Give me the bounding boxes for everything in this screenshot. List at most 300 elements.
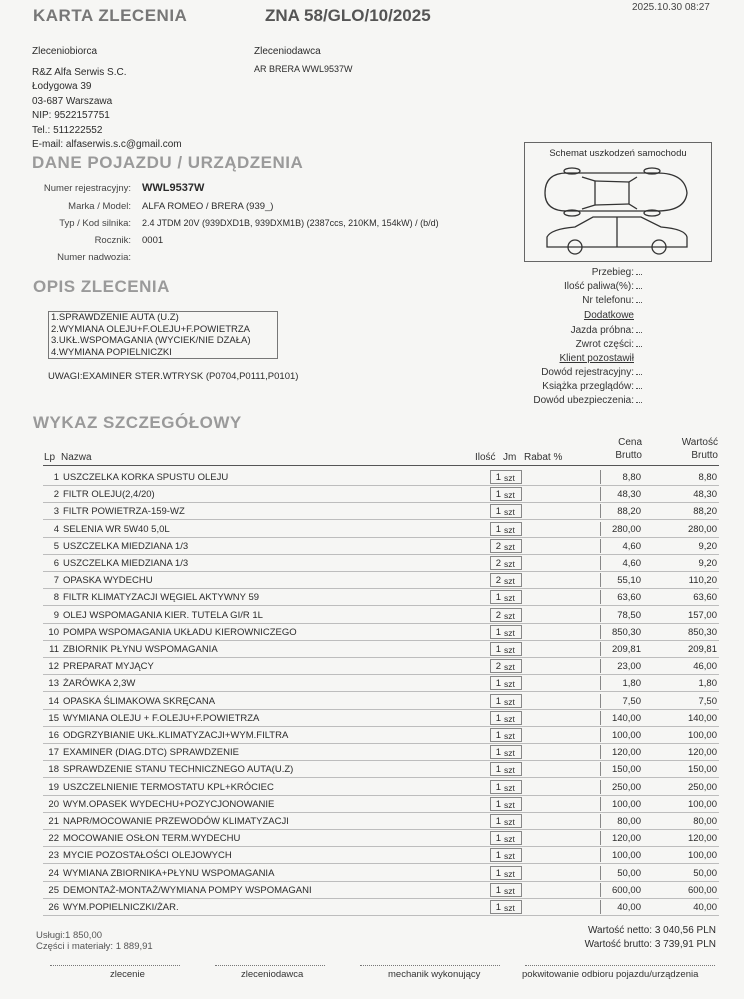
vehicle-value: ALFA ROMEO / BRERA (939_): [142, 201, 274, 212]
price-cell-border: [600, 659, 603, 673]
row-lp: 1: [53, 472, 59, 483]
client-label: Zleceniobiorca: [32, 46, 98, 57]
table-row: [43, 624, 719, 641]
row-name: WYM.OPASEK WYDECHU+POZYCJONOWANIE: [63, 798, 275, 810]
car-diagram-icon: [537, 163, 697, 257]
row-total: 46,00: [693, 661, 717, 673]
row-price: 100,00: [611, 798, 641, 810]
row-name: ŻARÓWKA 2,3W: [63, 678, 136, 690]
discount-cell: [490, 625, 522, 639]
col-price-line2: Brutto: [615, 450, 642, 461]
price-cell-border: [600, 728, 603, 742]
table-row: [43, 813, 719, 830]
row-lp: 11: [49, 644, 59, 655]
description-notes: UWAGI:EXAMINER STER.WTRYSK (P0704,P0111,P0101): [48, 371, 299, 382]
row-unit: szt: [504, 541, 515, 552]
row-lp: 15: [48, 712, 59, 724]
row-name: WYMIANA ZBIORNIKA+PŁYNU WSPOMAGANIA: [63, 867, 275, 879]
table-row: [43, 693, 719, 710]
row-unit: szt: [504, 834, 515, 845]
discount-cell: [490, 470, 522, 484]
row-name: POMPA WSPOMAGANIA UKŁADU KIEROWNICZEGO: [63, 626, 297, 638]
price-cell-border: [600, 780, 603, 794]
row-lp: 20: [48, 798, 59, 810]
row-total: 100,00: [687, 798, 717, 810]
row-price: 150,00: [611, 764, 641, 776]
price-cell-border: [600, 573, 603, 587]
row-total: 100,00: [687, 850, 717, 862]
row-name: OLEJ WSPOMAGANIA KIER. TUTELA GI/R 1L: [63, 609, 263, 621]
row-unit: szt: [504, 885, 515, 896]
client-nip: NIP: 9522157751: [32, 110, 110, 121]
discount-cell: [490, 642, 522, 656]
table-row: [43, 744, 719, 761]
vehicle-row-engine: [20, 218, 540, 233]
row-lp: 3: [53, 506, 59, 518]
table-row: [43, 641, 719, 658]
table-row: [43, 469, 719, 486]
table-row: [43, 847, 719, 864]
row-lp: 13: [48, 678, 59, 690]
damage-scheme-box: [524, 142, 712, 262]
field-mileage: Przebieg:: [592, 267, 642, 278]
parts-total: Części i materiały: 1 889,91: [36, 941, 153, 952]
row-unit: szt: [504, 731, 515, 741]
row-unit: szt: [504, 868, 515, 879]
col-price-line1: Cena: [618, 437, 642, 448]
row-price: 4,60: [622, 558, 641, 569]
row-qty: 1: [495, 867, 501, 879]
row-price: 100,00: [611, 850, 641, 862]
table-row: [43, 710, 719, 727]
row-unit: szt: [504, 610, 515, 621]
row-total: 63,60: [693, 592, 717, 604]
vehicle-row-registration: [20, 183, 540, 198]
row-lp: 23: [48, 850, 59, 862]
row-price: 80,00: [617, 816, 641, 827]
row-qty: 1: [495, 747, 501, 759]
row-total: 110,20: [688, 575, 717, 587]
row-qty: 2: [495, 558, 501, 569]
row-qty: 1: [495, 781, 501, 793]
row-price: 850,30: [611, 626, 641, 638]
row-total: 9,20: [698, 540, 717, 552]
row-total: 600,00: [687, 884, 717, 896]
col-discount: Rabat %: [524, 452, 563, 463]
row-name: FILTR POWIETRZA-159-WZ: [63, 506, 185, 518]
row-price: 120,00: [611, 747, 641, 759]
row-unit: szt: [504, 782, 515, 793]
row-price: 4,60: [622, 540, 641, 552]
row-total: 1,80: [698, 678, 717, 690]
row-lp: 18: [48, 764, 59, 776]
row-total: 80,00: [693, 816, 717, 827]
price-cell-border: [600, 539, 603, 553]
discount-cell: [490, 814, 522, 828]
row-name: USZCZELKA KORKA SPUSTU OLEJU: [63, 472, 229, 483]
row-lp: 25: [48, 884, 59, 896]
row-price: 280,00: [611, 523, 641, 535]
price-cell-border: [600, 608, 603, 622]
row-total: 120,00: [687, 747, 717, 759]
field-test-drive: Jazda próbna:: [571, 325, 642, 336]
field-registration-doc: Dowód rejestracyjny:: [541, 367, 642, 378]
price-cell-border: [600, 866, 603, 880]
row-total: 7,50: [698, 695, 717, 707]
table-row: [43, 796, 719, 813]
row-qty: 1: [495, 850, 501, 862]
row-name: SPRAWDZENIE STANU TECHNICZNEGO AUTA(U.Z): [63, 764, 294, 776]
signature-order: zlecenie: [110, 969, 145, 980]
table-row: [43, 899, 719, 916]
row-qty: 1: [495, 489, 501, 501]
row-name: OPASKA ŚLIMAKOWA SKRĘCANA: [63, 695, 216, 707]
discount-cell: [490, 522, 522, 536]
discount-cell: [490, 780, 522, 794]
discount-cell: [490, 728, 522, 742]
row-qty: 1: [495, 472, 501, 483]
signature-pickup: pokwitowanie odbioru pojazdu/urządzenia: [522, 969, 699, 980]
row-lp: 7: [53, 575, 59, 587]
table-row: [43, 865, 719, 882]
description-line: 3.UKŁ.WSPOMAGANIA (WYCIEK/NIE DZAŁA): [51, 335, 251, 346]
row-total: 157,00: [687, 609, 717, 621]
discount-cell: [490, 556, 522, 570]
row-total: 88,20: [693, 506, 717, 518]
row-lp: 17: [48, 747, 59, 759]
row-price: 88,20: [617, 506, 641, 518]
document-title: KARTA ZLECENIA: [33, 6, 188, 25]
row-total: 8,80: [698, 472, 717, 483]
discount-cell: [490, 676, 522, 690]
row-qty: 2: [495, 575, 501, 587]
row-qty: 1: [495, 644, 501, 655]
row-total: 280,00: [687, 523, 717, 535]
row-name: DEMONTAŻ-MONTAŻ/WYMIANA POMPY WSPOMAGANI: [63, 884, 312, 896]
row-qty: 1: [495, 798, 501, 810]
row-unit: szt: [504, 662, 515, 673]
row-qty: 1: [495, 833, 501, 845]
row-name: EXAMINER (DIAG.DTC) SPRAWDZENIE: [63, 747, 239, 759]
vehicle-label: Marka / Model:: [68, 201, 131, 212]
row-name: PREPARAT MYJĄCY: [63, 661, 154, 673]
row-price: 40,00: [617, 902, 641, 913]
row-total: 40,00: [693, 902, 717, 913]
row-name: FILTR KLIMATYZACJI WĘGIEL AKTYWNY 59: [63, 592, 260, 604]
net-total: Wartość netto: 3 040,56 PLN: [587, 925, 716, 936]
discount-cell: [490, 711, 522, 725]
vehicle-row-model: [20, 201, 540, 216]
vehicle-label: Numer rejestracyjny:: [43, 183, 131, 194]
table-row: [43, 830, 719, 847]
discount-cell: [490, 694, 522, 708]
vehicle-value: 2.4 JTDM 20V (939DXD1B, 939DXM1B) (2387ccs, 210KM, 154kW) / (b/d): [142, 218, 439, 228]
damage-scheme-label: Schemat uszkodzeń samochodu: [549, 148, 687, 159]
vehicle-value: 0001: [142, 235, 164, 246]
order-number: ZNA 58/GLO/10/2025: [265, 6, 431, 25]
row-total: 140,00: [687, 712, 717, 724]
row-price: 140,00: [611, 712, 641, 724]
col-unit: Jm: [503, 452, 517, 463]
row-price: 48,30: [617, 489, 641, 501]
row-qty: 1: [495, 523, 501, 535]
row-lp: 12: [48, 661, 59, 673]
row-name: NAPR/MOCOWANIE PRZEWODÓW KLIMATYZACJI: [63, 816, 289, 827]
discount-cell: [490, 590, 522, 604]
client-block: [32, 45, 252, 153]
row-unit: szt: [504, 559, 515, 569]
signature-mechanic: mechanik wykonujący: [388, 969, 481, 980]
client-city: 03-687 Warszawa: [32, 95, 113, 107]
row-price: 100,00: [611, 730, 641, 741]
col-name: Nazwa: [61, 452, 92, 463]
client-email: E-mail: alfaserwis.s.c@gmail.com: [32, 139, 182, 150]
field-parts-return: Zwrot części:: [576, 339, 642, 350]
row-name: MYCIE POZOSTAŁOŚCI OLEJOWYCH: [63, 850, 232, 862]
table-row: [43, 882, 719, 899]
price-cell-border: [600, 625, 603, 639]
vehicle-value: WWL9537W: [142, 182, 205, 194]
row-qty: 1: [495, 816, 501, 827]
field-fuel: Ilość paliwa(%):: [564, 281, 642, 292]
row-unit: szt: [504, 713, 515, 724]
discount-cell: [490, 762, 522, 776]
field-phone: Nr telefonu:: [582, 295, 642, 306]
row-qty: 1: [495, 884, 501, 896]
col-value-line2: Brutto: [691, 450, 718, 461]
orderer-name: AR BRERA WWL9537W: [254, 63, 353, 74]
row-qty: 1: [495, 592, 501, 604]
description-line: 1.SPRAWDZENIE AUTA (U.Z): [51, 312, 179, 323]
row-qty: 2: [495, 661, 501, 673]
row-unit: szt: [504, 903, 515, 913]
row-name: MOCOWANIE OSŁON TERM.WYDECHU: [63, 833, 241, 845]
price-cell-border: [600, 883, 603, 897]
row-price: 209,81: [611, 644, 641, 655]
row-qty: 1: [495, 626, 501, 638]
row-price: 78,50: [617, 609, 641, 621]
col-lp: Lp: [44, 452, 56, 463]
price-cell-border: [600, 504, 603, 518]
row-total: 120,00: [687, 833, 717, 845]
gross-total: Wartość brutto: 3 739,91 PLN: [584, 939, 716, 950]
row-price: 63,60: [617, 592, 641, 604]
discount-cell: [490, 866, 522, 880]
vehicle-label: Typ / Kod silnika:: [59, 218, 131, 229]
row-price: 50,00: [617, 867, 641, 879]
table-row: [43, 658, 719, 675]
client-street: Łodygowa 39: [32, 81, 92, 92]
price-cell-border: [600, 590, 603, 604]
col-value-line1: Wartość: [681, 437, 718, 448]
vehicle-label: Numer nadwozia:: [57, 252, 131, 263]
vehicle-row-year: [20, 235, 540, 250]
row-unit: szt: [504, 524, 515, 535]
discount-cell: [490, 573, 522, 587]
row-total: 209,81: [687, 644, 717, 655]
row-total: 100,00: [687, 730, 717, 741]
table-row: [43, 727, 719, 744]
row-unit: szt: [504, 817, 515, 827]
price-cell-border: [600, 848, 603, 862]
header-divider: [43, 465, 719, 466]
row-lp: 10: [48, 626, 59, 638]
signature-orderer: zleceniodawca: [241, 969, 304, 980]
row-qty: 1: [495, 695, 501, 707]
row-qty: 2: [495, 540, 501, 552]
price-cell-border: [600, 797, 603, 811]
price-cell-border: [600, 694, 603, 708]
table-row: [43, 486, 719, 503]
price-cell-border: [600, 676, 603, 690]
description-section-title: OPIS ZLECENIA: [33, 277, 170, 296]
price-cell-border: [600, 470, 603, 484]
row-unit: szt: [504, 645, 515, 655]
row-unit: szt: [504, 748, 515, 759]
discount-cell: [490, 504, 522, 518]
table-row: [43, 521, 719, 538]
orderer-label: Zleceniodawca: [254, 46, 321, 57]
row-price: 250,00: [611, 781, 641, 793]
discount-cell: [490, 900, 522, 914]
row-name: WYM.POPIELNICZKI/ŻAR.: [63, 902, 179, 913]
price-cell-border: [600, 831, 603, 845]
vehicle-label: Rocznik:: [94, 235, 131, 246]
row-total: 150,00: [687, 764, 717, 776]
row-lp: 22: [48, 833, 59, 845]
discount-cell: [490, 608, 522, 622]
field-insurance-doc: Dowód ubezpieczenia:: [533, 395, 642, 406]
row-lp: 2: [53, 489, 59, 501]
price-cell-border: [600, 814, 603, 828]
client-tel: Tel.: 511222552: [32, 124, 103, 136]
services-total: Usługi:1 850,00: [36, 930, 103, 941]
row-lp: 24: [48, 867, 59, 879]
row-name: SELENIA WR 5W40 5,0L: [63, 523, 170, 535]
orderer-block: [254, 45, 474, 76]
row-price: 23,00: [617, 661, 641, 673]
table-row: [43, 555, 719, 572]
client-name: R&Z Alfa Serwis S.C.: [32, 66, 127, 78]
row-qty: 1: [495, 678, 501, 690]
row-unit: szt: [504, 490, 515, 501]
row-lp: 26: [48, 902, 59, 913]
table-row: [43, 538, 719, 555]
description-box: [48, 311, 278, 359]
row-name: FILTR OLEJU(2,4/20): [63, 489, 155, 501]
discount-cell: [490, 659, 522, 673]
row-name: USZCZELNIENIE TERMOSTATU KPL+KRÓCIEC: [63, 781, 274, 793]
table-row: [43, 675, 719, 692]
row-total: 48,30: [693, 489, 717, 501]
row-lp: 9: [53, 609, 59, 621]
discount-cell: [490, 487, 522, 501]
row-lp: 4: [53, 523, 59, 535]
row-unit: szt: [504, 627, 515, 638]
row-unit: szt: [504, 507, 515, 518]
field-additional: Dodatkowe: [583, 310, 634, 321]
row-total: 850,30: [687, 626, 717, 638]
row-price: 8,80: [622, 472, 641, 483]
discount-cell: [490, 848, 522, 862]
vehicle-row-vin: [20, 252, 540, 267]
price-cell-border: [600, 711, 603, 725]
row-name: ODGRZYBIANIE UKŁ.KLIMATYZACJI+WYM.FILTRA: [63, 730, 289, 741]
row-unit: szt: [504, 696, 515, 707]
row-qty: 1: [495, 730, 501, 741]
signature-line: [525, 965, 715, 966]
row-qty: 1: [495, 902, 501, 913]
row-total: 50,00: [693, 867, 717, 879]
row-lp: 16: [48, 730, 59, 741]
row-qty: 1: [495, 764, 501, 776]
price-cell-border: [600, 522, 603, 536]
row-price: 7,50: [622, 695, 641, 707]
price-cell-border: [600, 762, 603, 776]
price-cell-border: [600, 900, 603, 914]
row-lp: 14: [48, 695, 59, 707]
table-row: [43, 589, 719, 606]
row-lp: 6: [53, 558, 59, 569]
signature-line: [215, 965, 325, 966]
col-qty: Ilość: [475, 452, 496, 463]
row-unit: szt: [504, 593, 515, 604]
price-cell-border: [600, 745, 603, 759]
discount-cell: [490, 883, 522, 897]
row-price: 55,10: [617, 575, 641, 587]
row-qty: 1: [495, 712, 501, 724]
row-qty: 2: [495, 609, 501, 621]
price-cell-border: [600, 556, 603, 570]
row-name: WYMIANA OLEJU + F.OLEJU+F.POWIETRZA: [63, 712, 260, 724]
row-unit: szt: [504, 765, 515, 776]
table-row: [43, 779, 719, 796]
row-total: 9,20: [698, 558, 717, 569]
row-name: ZBIORNIK PŁYNU WSPOMAGANIA: [63, 644, 218, 655]
print-timestamp: 2025.10.30 08:27: [632, 2, 710, 13]
row-lp: 8: [53, 592, 59, 604]
discount-cell: [490, 539, 522, 553]
field-client-left: Klient pozostawił: [559, 353, 634, 364]
discount-cell: [490, 745, 522, 759]
table-row: [43, 761, 719, 778]
row-unit: szt: [504, 851, 515, 862]
row-unit: szt: [504, 473, 515, 483]
row-unit: szt: [504, 576, 515, 587]
row-name: OPASKA WYDECHU: [63, 575, 153, 587]
price-cell-border: [600, 642, 603, 656]
table-row: [43, 607, 719, 624]
row-total: 250,00: [687, 781, 717, 793]
row-name: USZCZELKA MIEDZIANA 1/3: [63, 540, 189, 552]
price-cell-border: [600, 487, 603, 501]
row-lp: 21: [48, 816, 59, 827]
signature-line: [50, 965, 180, 966]
field-service-book: Książka przeglądów:: [542, 381, 642, 392]
signature-line: [360, 965, 500, 966]
description-line: 4.WYMIANA POPIELNICZKI: [51, 346, 172, 358]
details-section-title: WYKAZ SZCZEGÓŁOWY: [33, 413, 242, 432]
table-row: [43, 503, 719, 520]
row-unit: szt: [504, 799, 515, 810]
row-name: USZCZELKA MIEDZIANA 1/3: [63, 558, 189, 569]
row-price: 1,80: [622, 678, 641, 690]
discount-cell: [490, 797, 522, 811]
row-lp: 19: [48, 781, 59, 793]
row-unit: szt: [504, 679, 515, 690]
row-price: 600,00: [611, 884, 641, 896]
row-price: 120,00: [611, 833, 641, 845]
